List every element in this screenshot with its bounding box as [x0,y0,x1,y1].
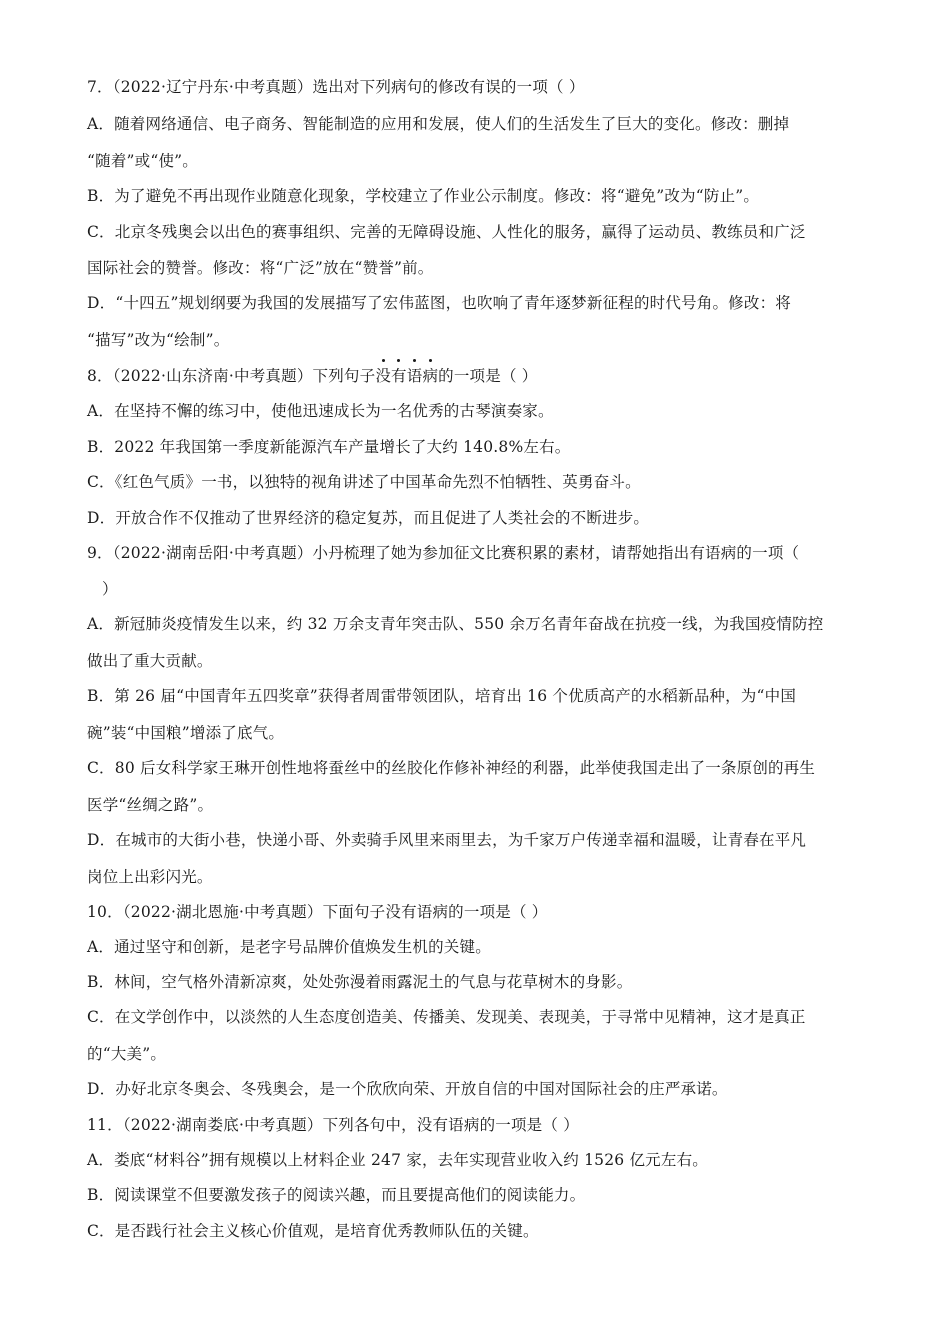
q8-option-b: B．2022 年我国第一季度新能源汽车产量增长了大约 140.8%左右。 [87,438,571,456]
emphasis-char: 没 [375,367,392,385]
q7-option-b: B．为了避免不再出现作业随意化现象，学校建立了作业公示制度。修改：将“避免”改为“防止”。 [87,187,760,205]
emphasis-char: 有 [391,367,407,385]
q11-stem: 11．（2022·湖南娄底·中考真题）下列各句中，没有语病的一项是（ ） [87,1116,579,1134]
q10-option-a: A．通过坚守和创新，是老字号品牌价值焕发生机的关键。 [87,938,491,956]
q11-option-c: C．是否践行社会主义核心价值观，是培育优秀教师队伍的关键。 [87,1222,539,1240]
q9-stem: 9．（2022·湖南岳阳·中考真题）小丹梳理了她为参加征文比赛积累的素材，请帮她指出有语病的一项（ [87,544,800,562]
q7-option-a: A．随着网络通信、电子商务、智能制造的应用和发展，使人们的生活发生了巨大的变化。修改：删掉 [87,115,790,133]
q9-option-a: A．新冠肺炎疫情发生以来，约 32 万余支青年突击队、550 余万名青年奋战在抗疫一线，为我国疫情防控 [87,615,824,633]
q9-stem-cont: ） [102,580,118,598]
q8-option-d: D．开放合作不仅推动了世界经济的稳定复苏，而且促进了人类社会的不断进步。 [87,509,650,527]
q7-option-c: C．北京冬残奥会以出色的赛事组织、完善的无障碍设施、人性化的服务，赢得了运动员、教练员和广泛 [87,223,806,241]
q10-option-c-cont: 的“大美”。 [87,1045,167,1063]
q11-option-b: B．阅读课堂不但要激发孩子的阅读兴趣，而且要提高他们的阅读能力。 [87,1186,586,1204]
q9-option-c: C．80 后女科学家王琳开创性地将蚕丝中的丝胶化作修补神经的利器，此举使我国走出了一条原创的再生 [87,759,816,777]
q8-stem-tail: 的一项是（ ） [438,367,538,385]
q9-option-d: D．在城市的大街小巷，快递小哥、外卖骑手风里来雨里去，为千家万户传递幸福和温暖，让青春在平凡 [87,831,807,849]
q10-stem: 10．（2022·湖北恩施·中考真题）下面句子没有语病的一项是（ ） [87,903,548,921]
q7-option-a-cont: “随着”或“使”。 [87,152,198,170]
emphasis-char: 语 [406,367,423,385]
q8-option-a: A．在坚持不懈的练习中，使他迅速成长为一名优秀的古琴演奏家。 [87,402,554,420]
q9-option-a-cont: 做出了重大贡献。 [87,652,213,670]
q7-option-d-cont: “描写”改为“绘制”。 [87,331,230,349]
q10-option-d: D．办好北京冬奥会、冬残奥会，是一个欣欣向荣、开放自信的中国对国际社会的庄严承诺。 [87,1080,728,1098]
q10-option-b: B．林间，空气格外清新凉爽，处处弥漫着雨露泥土的气息与花草树木的身影。 [87,973,633,991]
q7-stem: 7．（2022·辽宁丹东·中考真题）选出对下列病句的修改有误的一项（ ） [87,78,585,96]
q8-option-c: C．《红色气质》一书，以独特的视角讲述了中国革命先烈不怕牺牲、英勇奋斗。 [87,473,641,491]
q8-stem-lead: 8．（2022·山东济南·中考真题）下列句子 [87,367,376,385]
q9-option-c-cont: 医学“丝绸之路”。 [87,796,214,814]
q10-option-c: C．在文学创作中，以淡然的人生态度创造美、传播美、发现美、表现美，于寻常中见精神，这才是真正 [87,1008,806,1026]
q11-option-a: A．娄底“材料谷”拥有规模以上材料企业 247 家，去年实现营业收入约 1526 亿元左右。 [87,1151,708,1169]
q9-option-b: B．第 26 届“中国青年五四奖章”获得者周雷带领团队，培育出 16 个优质高产的水稻新品种，为“中国 [87,687,797,705]
q7-option-c-cont: 国际社会的赞誉。修改：将“广泛”放在“赞誉”前。 [87,259,434,277]
q9-option-d-cont: 岗位上出彩闪光。 [87,868,213,886]
q8-stem [87,365,862,387]
q7-option-d: D．“十四五”规划纲要为我国的发展描写了宏伟蓝图，也吹响了青年逐梦新征程的时代号角。修改：将 [87,294,791,312]
emphasis-char: 病 [422,367,439,385]
q9-option-b-cont: 碗”装“中国粮”增添了底气。 [87,724,285,742]
